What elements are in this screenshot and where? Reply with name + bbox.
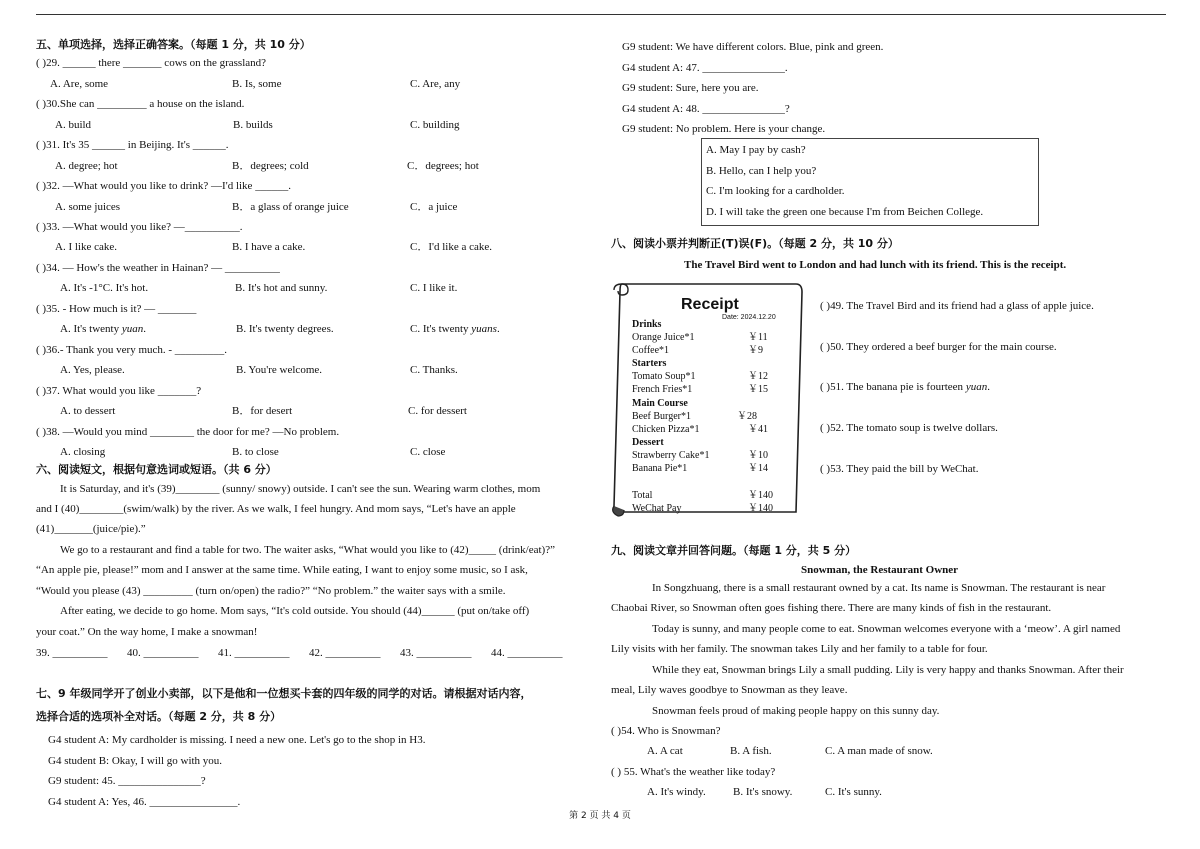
page-footer: 第 2 页 共 4 页 xyxy=(569,811,631,821)
q34-option-b: B. It's hot and sunny. xyxy=(235,282,328,294)
receipt-item-orange-juice: Orange Juice*1 xyxy=(632,332,695,343)
receipt-category-starters: Starters xyxy=(632,358,667,369)
q33-option-c: C．I'd like a cake. xyxy=(410,241,493,253)
receipt-price-tomato-soup: ￥12 xyxy=(748,371,768,382)
passage-line-8: your coat.” On the way home, I make a snowman! xyxy=(36,626,258,638)
answer-blank-41: 41. __________ xyxy=(218,647,290,659)
answer-blank-40: 40. __________ xyxy=(127,647,199,659)
dialogue-option-a: A. May I pay by cash? xyxy=(706,144,806,156)
passage-line-5: “An apple pie, please!” mom and I answer at the same time. While eating, I want to enjoy some music, so I ask, xyxy=(36,564,528,576)
q32-option-b: B．a glass of orange juice xyxy=(232,201,349,213)
passage-line-4: We go to a restaurant and find a table for two. The waiter asks, “What would you like to (42)_____ (drink/eat)?” xyxy=(60,544,555,556)
section-8-title: 八、阅读小票并判断正(T)误(F)。（每题 2 分，共 10 分） xyxy=(611,237,899,250)
receipt-item-french-fries: French Fries*1 xyxy=(632,384,693,395)
receipt-item-strawberry-cake: Strawberry Cake*1 xyxy=(632,450,710,461)
receipt-total-value: ￥140 xyxy=(748,490,773,501)
dialogue-line-9: G9 student: No problem. Here is your change. xyxy=(622,123,826,135)
question-53: ( )53. They paid the bill by WeChat. xyxy=(820,463,979,475)
passage-line-3: (41)_______(juice/pie).” xyxy=(36,523,146,535)
q32-option-c: C．a juice xyxy=(410,201,458,213)
question-31: ( )31. It's 35 ______ in Beijing. It's ______. xyxy=(36,139,229,151)
passage-line-2: and I (40)________(swim/walk) by the river. As we walk, I feel hungry. And mom says, “Let's have an apple xyxy=(36,503,516,515)
story-title: Snowman, the Restaurant Owner xyxy=(801,564,959,576)
answer-blank-43: 43. __________ xyxy=(400,647,472,659)
story-line-4: Lily visits with her family. The snowman takes Lily and her family to a table for four. xyxy=(611,643,988,655)
receipt-payment-label: WeChat Pay xyxy=(632,503,682,514)
q33-option-b: B. I have a cake. xyxy=(232,241,306,253)
q37-option-a: A. to dessert xyxy=(60,405,116,417)
question-38: ( )38. —Would you mind ________ the door for me? —No problem. xyxy=(36,426,340,438)
q54-option-b: B. A fish. xyxy=(730,745,772,757)
q37-option-c: C. for dessert xyxy=(408,405,467,417)
receipt-category-drinks: Drinks xyxy=(632,319,662,330)
dialogue-line-4: G4 student A: Yes, 46. ________________. xyxy=(48,796,241,808)
passage-line-7: After eating, we decide to go home. Mom says, “It's cold outside. You should (44)______ (put on/take off) xyxy=(60,605,530,617)
q54-option-c: C. A man made of snow. xyxy=(825,745,933,757)
receipt-title: Receipt xyxy=(681,296,739,313)
section-7-title-line-2: 选择合适的选项补全对话。（每题 2 分，共 8 分） xyxy=(36,710,282,723)
question-55: ( ) 55. What's the weather like today? xyxy=(611,766,776,778)
receipt-price-strawberry-cake: ￥10 xyxy=(748,450,768,461)
question-50: ( )50. They ordered a beef burger for the main course. xyxy=(820,341,1057,353)
dialogue-line-8: G4 student A: 48. _______________? xyxy=(622,103,790,115)
passage-line-6: “Would you please (43) _________ (turn on/open) the radio?” “No problem.” the waiter says with a smile. xyxy=(36,585,506,597)
q55-option-b: B. It's snowy. xyxy=(733,786,793,798)
receipt-intro: The Travel Bird went to London and had lunch with its friend. This is the receipt. xyxy=(684,259,1067,271)
receipt-price-coffee: ￥9 xyxy=(748,345,763,356)
question-30: ( )30.She can _________ a house on the island. xyxy=(36,98,245,110)
q31-option-c: C．degrees; hot xyxy=(407,160,479,172)
answer-blank-44: 44. __________ xyxy=(491,647,563,659)
q34-option-a: A. It's -1°C. It's hot. xyxy=(60,282,149,294)
question-49: ( )49. The Travel Bird and its friend had a glass of apple juice. xyxy=(820,300,1094,312)
question-51: ( )51. The banana pie is fourteen yuan. xyxy=(820,381,990,393)
q29-option-b: B. Is, some xyxy=(232,78,282,90)
q36-option-c: C. Thanks. xyxy=(410,364,458,376)
receipt-item-tomato-soup: Tomato Soup*1 xyxy=(632,371,696,382)
receipt-payment-value: ￥140 xyxy=(748,503,773,514)
q30-option-b: B. builds xyxy=(233,119,273,131)
question-34: ( )34. — How's the weather in Hainan? — __________ xyxy=(36,262,280,274)
question-32: ( )32. —What would you like to drink? —I'd like ______. xyxy=(36,180,291,192)
dialogue-line-3: G9 student: 45. _______________? xyxy=(48,775,206,787)
receipt-category-dessert: Dessert xyxy=(632,437,664,448)
receipt-date: Date: 2024.12.20 xyxy=(722,314,776,321)
top-rule xyxy=(36,14,1166,15)
q55-option-c: C. It's sunny. xyxy=(825,786,882,798)
q33-option-a: A. I like cake. xyxy=(55,241,117,253)
passage-line-1: It is Saturday, and it's (39)________ (sunny/ snowy) outside. I can't see the sun. Wearing warm clothes, mom xyxy=(60,483,541,495)
dialogue-line-2: G4 student B: Okay, I will go with you. xyxy=(48,755,223,767)
q38-option-c: C. close xyxy=(410,446,446,458)
answer-blank-42: 42. __________ xyxy=(309,647,381,659)
q38-option-a: A. closing xyxy=(60,446,106,458)
question-36: ( )36.- Thank you very much. - _________. xyxy=(36,344,228,356)
dialogue-line-5: G9 student: We have different colors. Blue, pink and green. xyxy=(622,41,884,53)
receipt-item-banana-pie: Banana Pie*1 xyxy=(632,463,688,474)
story-line-1: In Songzhuang, there is a small restaurant owned by a cat. Its name is Snowman. The restaurant is near xyxy=(652,582,1106,594)
q31-option-b: B．degrees; cold xyxy=(232,160,309,172)
question-52: ( )52. The tomato soup is twelve dollars. xyxy=(820,422,998,434)
q38-option-b: B. to close xyxy=(232,446,279,458)
receipt-item-beef-burger: Beef Burger*1 xyxy=(632,411,691,422)
receipt-price-orange-juice: ￥11 xyxy=(748,332,768,343)
dialogue-option-b: B. Hello, can I help you? xyxy=(706,165,817,177)
question-54: ( )54. Who is Snowman? xyxy=(611,725,721,737)
question-33: ( )33. —What would you like? —__________. xyxy=(36,221,243,233)
question-29: ( )29. ______ there _______ cows on the grassland? xyxy=(36,57,267,69)
q32-option-a: A. some juices xyxy=(55,201,121,213)
q36-option-a: A. Yes, please. xyxy=(60,364,125,376)
receipt-price-french-fries: ￥15 xyxy=(748,384,768,395)
q34-option-c: C. I like it. xyxy=(410,282,458,294)
receipt-category-main-course: Main Course xyxy=(632,398,688,409)
section-7-title-line-1: 七、9 年级同学开了创业小卖部，以下是他和一位想买卡套的四年级的同学的对话。请根据对话内容， xyxy=(36,687,532,700)
receipt-price-banana-pie: ￥14 xyxy=(748,463,768,474)
dialogue-line-6: G4 student A: 47. _______________. xyxy=(622,62,788,74)
story-line-7: Snowman feels proud of making people happy on this sunny day. xyxy=(652,705,940,717)
story-line-3: Today is sunny, and many people come to eat. Snowman welcomes everyone with a ‘meow’. A girl named xyxy=(652,623,1121,635)
dialogue-line-1: G4 student A: My cardholder is missing. I need a new one. Let's go to the shop in H3. xyxy=(48,734,426,746)
story-line-6: meal, Lily waves goodbye to Snowman as they leave. xyxy=(611,684,848,696)
q35-option-c: C. It's twenty yuans. xyxy=(410,323,500,335)
story-line-5: While they eat, Snowman brings Lily a small pudding. Lily is very happy and thanks Snowman. After their xyxy=(652,664,1124,676)
q31-option-a: A. degree; hot xyxy=(55,160,118,172)
story-line-2: Chaobai River, so Snowman often goes fishing there. There are many kinds of fish in the restaurant. xyxy=(611,602,1052,614)
q54-option-a: A. A cat xyxy=(647,745,683,757)
q29-option-c: C. Are, any xyxy=(410,78,461,90)
section-6-title: 六、阅读短文，根据句意选词或短语。（共 6 分） xyxy=(36,463,277,476)
receipt-price-chicken-pizza: ￥41 xyxy=(748,424,768,435)
dialogue-option-d: D. I will take the green one because I'm from Beichen College. xyxy=(706,206,984,218)
answer-blank-39: 39. __________ xyxy=(36,647,108,659)
section-9-title: 九、阅读文章并回答问题。（每题 1 分，共 5 分） xyxy=(611,544,857,557)
q29-option-a: A. Are, some xyxy=(50,78,109,90)
receipt-item-chicken-pizza: Chicken Pizza*1 xyxy=(632,424,700,435)
question-35: ( )35. - How much is it? — _______ xyxy=(36,303,197,315)
receipt-total-label: Total xyxy=(632,490,653,501)
dialogue-option-c: C. I'm looking for a cardholder. xyxy=(706,185,845,197)
receipt-item-coffee: Coffee*1 xyxy=(632,345,670,356)
dialogue-line-7: G9 student: Sure, here you are. xyxy=(622,82,759,94)
question-37: ( )37. What would you like _______? xyxy=(36,385,202,397)
q37-option-b: B．for desert xyxy=(232,405,293,417)
q35-option-a: A. It's twenty yuan. xyxy=(60,323,147,335)
receipt-price-beef-burger: ￥28 xyxy=(737,411,757,422)
q36-option-b: B. You're welcome. xyxy=(236,364,323,376)
q30-option-c: C. building xyxy=(410,119,460,131)
q55-option-a: A. It's windy. xyxy=(647,786,706,798)
q35-option-b: B. It's twenty degrees. xyxy=(236,323,334,335)
q30-option-a: A. build xyxy=(55,119,92,131)
section-5-title: 五、单项选择，选择正确答案。（每题 1 分，共 10 分） xyxy=(36,38,311,51)
